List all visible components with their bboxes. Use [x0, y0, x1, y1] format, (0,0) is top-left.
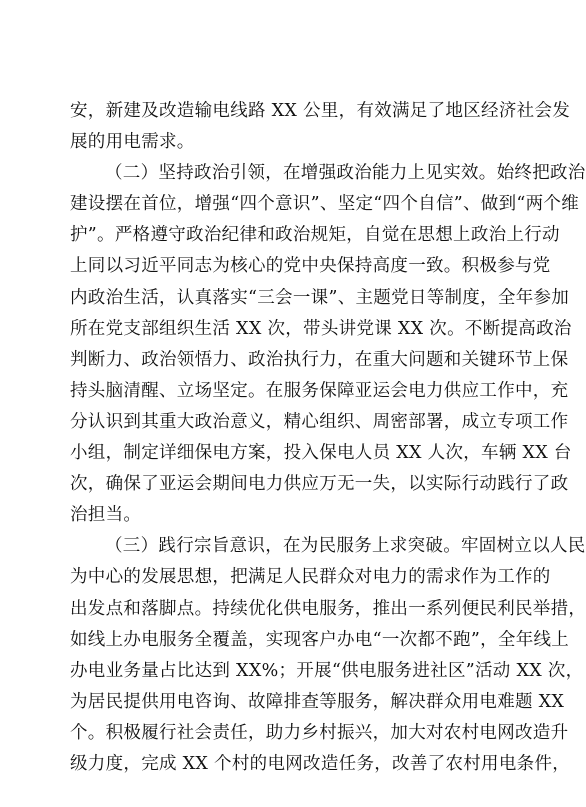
text-line: 上同以习近平同志为核心的党中央保持高度一致。积极参与党	[70, 256, 551, 277]
paragraph-heading-line: （三）践行宗旨意识，在为民服务上求突破。牢固树立以人民	[105, 536, 586, 557]
text-line: 建设摆在首位，增强“四个意识”、坚定“四个自信”、做到“两个维	[70, 194, 580, 215]
text-line: 治担当。	[70, 505, 142, 526]
text-line: 为居民提供用电咨询、故障排查等服务，解决群众用电难题 XX	[70, 691, 565, 712]
text-line: 持头脑清醒、立场坚定。在服务保障亚运会电力供应工作中，充	[70, 380, 569, 401]
text-line: 判断力、政治领悟力、政治执行力，在重大问题和关键环节上保	[70, 349, 569, 370]
text-line: 护”。严格遵守政治纪律和政治规矩，自觉在思想上政治上行动	[70, 225, 560, 246]
text-line: 个。积极履行社会责任，助力乡村振兴，加大对农村电网改造升	[70, 722, 569, 743]
text-line: 如线上办电服务全覆盖，实现客户办电“一次都不跑”，全年线上	[70, 629, 570, 650]
text-line: 次，确保了亚运会期间电力供应万无一失，以实际行动践行了政	[70, 474, 569, 495]
paragraph-heading-line: （二）坚持政治引领，在增强政治能力上见实效。始终把政治	[105, 163, 586, 184]
text-line: 展的用电需求。	[70, 132, 195, 153]
text-line: 小组，制定详细保电方案，投入保电人员 XX 人次，车辆 XX 台	[70, 443, 572, 464]
text-line: 内政治生活，认真落实“三会一课”、主题党日等制度，全年参加	[70, 287, 570, 308]
text-line: 办电业务量占比达到 XX%；开展“供电服务进社区”活动 XX 次，	[70, 660, 584, 681]
text-line: 为中心的发展思想，把满足人民群众对电力的需求作为工作的	[70, 567, 551, 588]
text-line: 出发点和落脚点。持续优化供电服务，推出一系列便民利民举措，	[70, 598, 586, 619]
text-line: 分认识到其重大政治意义，精心组织、周密部署，成立专项工作	[70, 411, 569, 432]
text-line: 所在党支部组织生活 XX 次，带头讲党课 XX 次。不断提高政治	[70, 318, 572, 339]
text-line: 级力度，完成 XX 个村的电网改造任务，改善了农村用电条件，	[70, 753, 571, 774]
text-line: 安，新建及改造输电线路 XX 公里，有效满足了地区经济社会发	[70, 101, 571, 121]
document-body	[70, 96, 586, 780]
